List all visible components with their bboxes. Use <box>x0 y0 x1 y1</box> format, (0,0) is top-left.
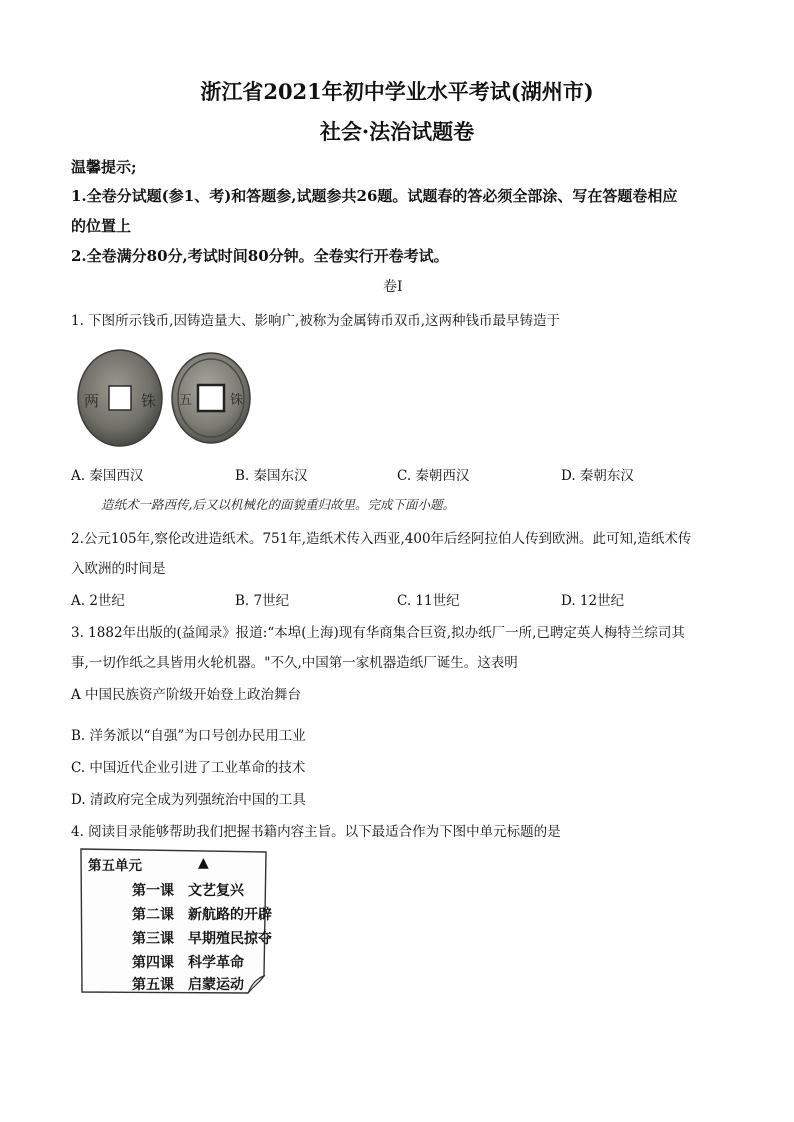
notice-line-2: 2.全卷满分80分,考试时间80分钟。全卷实行开卷考试。 <box>71 247 449 265</box>
toc-lesson-3-num: 第三课 <box>132 931 174 947</box>
toc-unit-title: 第五单元 <box>88 858 142 874</box>
exam-subtitle: 社会·法治试题卷 <box>319 119 475 144</box>
q3-option-b[interactable]: B. 洋务派以“自强”为口号创办民用工业 <box>71 728 306 744</box>
notice-heading: 温馨提示; <box>71 158 137 176</box>
q2-stem-cont: 入欧洲的时间是 <box>71 561 166 577</box>
q1-option-d[interactable]: D. 秦朝东汉 <box>561 468 634 484</box>
toc-lesson-4-num: 第四课 <box>132 955 174 971</box>
coin-wuzhu-text: 五 铢 <box>179 393 243 408</box>
notice-line-1-cont: 的位置上 <box>71 217 132 235</box>
q1-stem: 1. 下图所示钱币,因铸造量大、影响广,被称为金属铸币双币,这两种钱币最早铸造于 <box>71 313 561 329</box>
section-label: 卷I <box>383 279 403 295</box>
q3-option-a[interactable]: A 中国民族资产阶级开始登上政治舞台 <box>71 687 302 703</box>
exam-title: 浙江省2021年初中学业水平考试(湖州市) <box>200 79 594 104</box>
toc-lesson-1-name: 文艺复兴 <box>188 883 244 899</box>
q3-option-d[interactable]: D. 清政府完全成为列强统治中国的工具 <box>71 792 306 808</box>
toc-lesson-5-num: 第五课 <box>132 977 174 993</box>
toc-lesson-2-name: 新航路的开辟 <box>188 907 272 923</box>
triangle-marker-icon: ▲ <box>198 855 209 871</box>
toc-lesson-3-name: 早期殖民掠夺 <box>188 931 272 947</box>
q2-option-d[interactable]: D. 12世纪 <box>561 593 625 609</box>
q2-option-c[interactable]: C. 11世纪 <box>397 593 460 609</box>
q2-stem: 2.公元105年,察伦改进造纸术。751年,造纸术传入西亚,400年后经阿拉伯人传到欧洲。此可知,造纸术传 <box>71 531 692 547</box>
q2-option-a[interactable]: A. 2世纪 <box>71 593 125 609</box>
toc-lesson-5-name: 启蒙运动 <box>188 977 244 993</box>
q2-option-b[interactable]: B. 7世纪 <box>235 593 290 609</box>
q1-option-c[interactable]: C. 秦朝西汉 <box>397 468 470 484</box>
q4-stem: 4. 阅读目录能够帮助我们把握书籍内容主旨。以下最适合作为下图中单元标题的是 <box>71 824 561 840</box>
q3-option-c[interactable]: C. 中国近代企业引进了工业革命的技术 <box>71 760 306 776</box>
table-of-contents-figure <box>78 846 272 996</box>
q1-option-b[interactable]: B. 秦国东汉 <box>235 468 308 484</box>
toc-lesson-1-num: 第一课 <box>132 883 174 899</box>
coin-wuzhu-image <box>170 351 252 445</box>
q3-stem-cont: 事,一切作纸之具皆用火轮机器。"不久,中国第一家机器造纸厂诞生。这表明 <box>71 655 518 671</box>
q3-stem: 3. 1882年出版的(益闻录》报道:“本埠(上海)现有华商集合巨资,拟办纸厂一所,已聘定英人梅特兰综司其 <box>71 625 685 641</box>
coin-liangzhu-image <box>76 348 164 448</box>
coin-liangzhu-text: 两 铢 <box>84 392 156 410</box>
toc-lesson-2-num: 第二课 <box>132 907 174 923</box>
notice-line-1: 1.全卷分试题(参1、考)和答题参,试题参共26题。试题春的答必须全部涂、写在答题卷相应 <box>71 187 678 205</box>
toc-lesson-4-name: 科学革命 <box>188 955 244 971</box>
q1-option-a[interactable]: A. 秦国西汉 <box>71 468 144 484</box>
material-intro: 造纸术一路西传,后又以机械化的面貌重归故里。完成下面小题。 <box>101 497 455 512</box>
